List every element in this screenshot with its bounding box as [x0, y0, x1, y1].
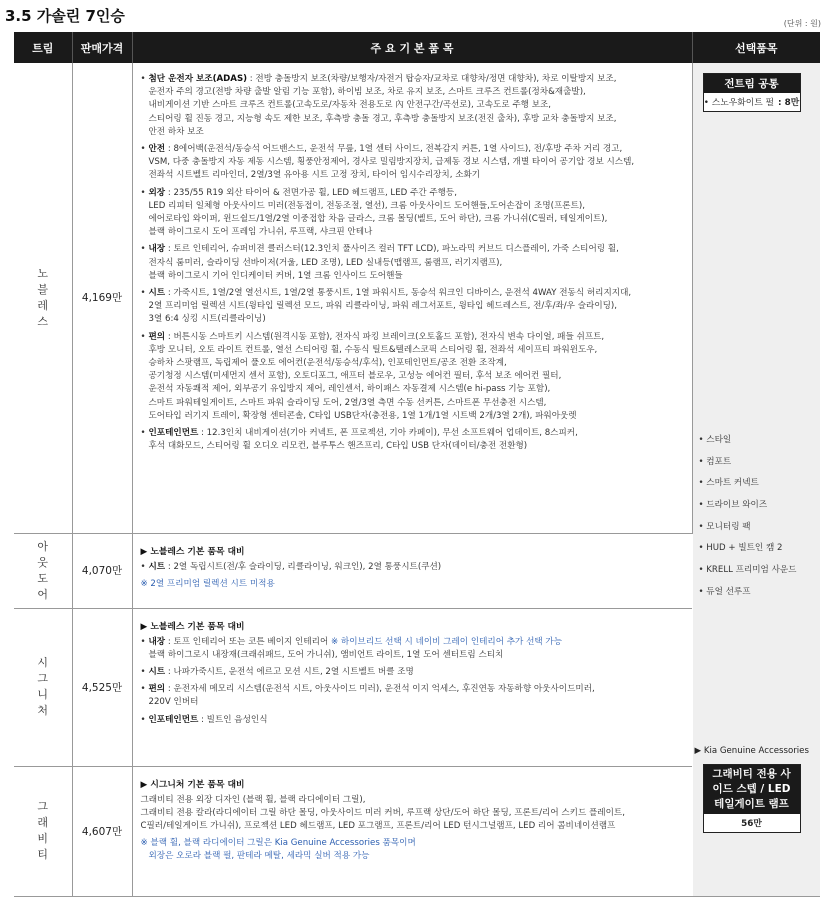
item-group-label: 인포테인먼트 — [148, 428, 199, 439]
item-group-text: : 빌트인 음성인식 — [198, 714, 268, 725]
note-block — [141, 578, 685, 591]
items-cell — [132, 63, 692, 533]
trim-name-char: 처 — [37, 704, 49, 717]
plain-line: 그래비티 전용 칼라(라디에이터 그릴 하단 몰딩, 아웃사이드 미러 커버, 루프랙 상단/도어 하단 몰딩, 프론트/리어 스키드 플레이트, — [140, 807, 625, 818]
item-group — [141, 287, 684, 327]
trim-name-cell — [14, 533, 72, 608]
trim-name-char: 비 — [37, 832, 49, 845]
items-cell — [132, 608, 692, 766]
bullet: • — [140, 331, 146, 342]
price-cell: 4,169만 — [72, 63, 132, 533]
plain-text — [141, 794, 685, 834]
note-block — [141, 837, 685, 863]
table-row — [14, 63, 820, 533]
item-group-label: 첨단 운전자 보조(ADAS) — [148, 74, 248, 84]
item-group-first-line — [141, 666, 685, 679]
item-group-label: 외장 — [148, 187, 166, 198]
header-items: 주 요 기 본 품 목 — [132, 32, 692, 63]
item-group-line: 승하차 스팟램프, 독립제어 풀오토 에어컨(운전석/동승석/후석), 인포테인먼트/공조 전환 조작계, — [148, 358, 507, 369]
item-group-first-line — [141, 243, 684, 256]
item-group — [141, 73, 684, 139]
option-package-item: • HUD + 빌트인 캠 2 — [698, 543, 783, 554]
item-group-first-line — [141, 561, 685, 574]
bullet: • — [140, 714, 146, 725]
item-group-line: 블랙 하이그로시 기어 인디케이터 커버, 1열 크롬 인사이드 도어핸들 — [148, 270, 403, 281]
item-group-line: 스티어링 휠 진동 경고, 지능형 속도 제한 보조, 후측방 충돌 경고, 후측방 충돌방지 보조(전진 출차), 후방 교차 충돌방지 보조, — [148, 113, 617, 124]
plain-line: 그래비티 전용 외장 디자인 (블랙 휠, 블랙 라디에이터 그릴), — [140, 794, 366, 805]
item-group-line: 전자식 룸미러, 슬라이딩 선바이저(거울, LED 조명), LED 실내등(맵램프, 룸램프, 러기지램프), — [148, 257, 503, 268]
bullet: • — [140, 684, 146, 695]
item-group-first-line — [141, 636, 685, 649]
item-group-text: : 12.3인치 내비게이션(기아 커넥트, 폰 프로젝션, 기아 카페이), 무선 소프트웨어 업데이트, 8스피커, — [198, 428, 578, 439]
item-group — [141, 714, 685, 727]
option-package-item: • 컴포트 — [698, 456, 732, 467]
item-group-text: : 버튼시동 스마트키 시스템(원격시동 포함), 전자식 파킹 브레이크(오토홀드 포함), 전자식 변속 다이얼, 패들 쉬프트, — [165, 331, 605, 342]
item-group-first-line — [141, 143, 684, 156]
item-group-line: 220V 인버터 — [148, 697, 199, 708]
trim-name-char: 레 — [37, 298, 49, 312]
option-package-item: • 모니터링 팩 — [698, 521, 751, 532]
page-title: 3.5 가솔린 7인승 — [5, 7, 125, 25]
item-group-line: 공기청정 시스템(미세먼지 센서 포함), 오토디포그, 애프터 블로우, 고성능 에어컨 필터, 후석 보조 에어컨 필터, — [148, 371, 562, 382]
bullet: • — [140, 187, 146, 198]
item-group — [141, 243, 684, 283]
bullet: • — [140, 144, 146, 155]
table-header-row — [14, 32, 820, 63]
trim-name-cell — [14, 766, 72, 896]
trim-name-cell — [14, 608, 72, 766]
item-group-label: 편의 — [148, 684, 166, 695]
option-package-item: • 스타일 — [698, 435, 732, 445]
item-group-line: 안전 하차 보조 — [148, 126, 204, 137]
item-group-line: 3열 6:4 싱킹 시트(리클라이닝) — [148, 314, 266, 325]
item-group-note: ※ 하이브리드 선택 시 네이비 그레이 인테리어 추가 선택 가능 — [331, 636, 563, 647]
item-group-label: 내장 — [148, 244, 166, 255]
option-package-item: • 듀얼 선루프 — [698, 586, 751, 597]
item-group-first-line — [141, 683, 685, 696]
item-group-line: VSM, 다중 충돌방지 자동 제동 시스템, 횡풍안정제어, 경사로 밀림방지장치, 급제동 경보 시스템, 개별 타이어 공기압 경보 시스템, — [148, 157, 635, 168]
trim-name-char: 스 — [37, 314, 49, 328]
item-group-first-line — [141, 331, 684, 344]
option-package-item: • 스마트 커넥트 — [698, 478, 759, 489]
item-group-line: 후방 모니터, 오토 라이트 컨트롤, 열선 스티어링 휠, 수동식 틸트&텔레스코픽 스티어링 휠, 전좌석 세이프티 파워윈도우, — [148, 344, 598, 355]
item-group-label: 시트 — [148, 666, 166, 677]
item-group — [141, 187, 684, 240]
common-option-title: 전트림 공통 — [704, 74, 800, 93]
item-group — [141, 561, 685, 574]
item-group — [141, 666, 685, 679]
common-option-box — [703, 73, 801, 112]
item-group-first-line — [141, 187, 684, 200]
item-group — [141, 683, 685, 709]
bullet: • — [140, 74, 146, 84]
item-group-line: 내비게이션 기반 스마트 크루즈 컨트롤(고속도로/자동차 전용도로 內 안전구간/곡선로), 고속도로 주행 보조, — [148, 100, 552, 111]
gravity-accessory-price: 56만 — [741, 819, 762, 829]
option-list — [699, 433, 797, 607]
item-group-line: 전좌석 시트벨트 리마인더, 2열/3열 유아용 시트 고정 장치, 타이어 임시수리장치, 소화기 — [148, 170, 481, 181]
item-group-first-line — [141, 287, 684, 300]
item-group-line: 블랙 하이그로시 도어 프레임 가니쉬, 루프랙, 샤크핀 안테나 — [148, 227, 373, 238]
unit-label: (단위 : 원) — [783, 19, 821, 28]
trim-name-char: 블 — [37, 282, 49, 296]
bullet: • — [140, 561, 146, 572]
options-cell — [692, 63, 820, 896]
item-group-line: 스마트 파워테일게이트, 스마트 파워 슬라이딩 도어, 2열/3열 측면 수동 선커튼, 스마트폰 무선충전 시스템, — [148, 397, 547, 408]
item-group-label: 시트 — [148, 288, 166, 299]
note-line: ※ 블랙 휠, 블랙 라디에이터 그릴은 Kia Genuine Accessories 품목이며 — [140, 838, 416, 849]
item-group-label: 인포테인먼트 — [148, 714, 199, 725]
header-options: 선택품목 — [692, 32, 820, 63]
item-group-text: : 토르 인테리어, 슈퍼비젼 클러스터(12.3인치 풀사이즈 컬러 TFT LCD), 파노라믹 커브드 디스플레이, 가죽 스티어링 휠, — [165, 244, 619, 255]
note-line: ※ 2열 프리미엄 릴렉션 시트 미적용 — [140, 578, 275, 589]
option-package-item: • 드라이브 와이즈 — [698, 500, 768, 511]
item-group-line: 운전자 주의 경고(전방 차량 출발 알림 기능 포함), 하이빔 보조, 차로 유지 보조, 스마트 크루즈 컨트롤(정차&재출발), — [148, 87, 586, 98]
plain-line: C필러/테일게이트 가니쉬), 프로젝션 LED 헤드램프, LED 포그램프, 프론트/리어 LED 턴시그널램프, LED 리어 콤비네이션램프 — [140, 820, 616, 831]
item-group-first-line — [141, 427, 684, 440]
item-group-label: 안전 — [148, 144, 166, 155]
item-group-text: : 8에어백(운전석/동승석 어드밴스드, 운전석 무릎, 1열 센터 사이드, 전복감지 커튼, 1열 사이드), 전/후방 주차 거리 경고, — [165, 144, 623, 155]
item-group-label: 시트 — [148, 561, 166, 572]
item-group-text: : 가죽시트, 1열/2열 열선시트, 1열/2열 통풍시트, 1열 파워시트, 동승석 워크인 디바이스, 운전석 4WAY 전동식 허리지지대, — [165, 288, 632, 299]
gravity-accessory-title: 그래비티 전용 사이드 스텝 / LED 테일게이트 램프 — [704, 765, 800, 814]
item-group-first-line — [141, 73, 684, 86]
price-cell: 4,607만 — [72, 766, 132, 896]
trim-name-char: 래 — [37, 816, 49, 829]
item-group-label: 편의 — [148, 331, 166, 342]
trim-name-char: 도 — [37, 571, 49, 585]
compare-heading: ▶ 노블레스 기본 품목 대비 — [140, 546, 245, 557]
price-cell: 4,070만 — [72, 533, 132, 608]
price-cell: 4,525만 — [72, 608, 132, 766]
items-cell — [132, 533, 692, 608]
bullet: • — [140, 636, 146, 647]
trim-name-char: 어 — [37, 587, 49, 601]
common-option-name: • 스노우화이트 펄 — [703, 98, 775, 108]
item-group — [141, 331, 684, 423]
items-cell — [132, 766, 692, 896]
bullet: • — [140, 428, 146, 439]
item-group-text: : 전방 충돌방지 보조(차량/보행자/자전거 탑승자/교차로 대향차/정면 대향차), 차로 이탈방지 보조, — [247, 74, 617, 84]
common-option-price: : 8만 — [778, 98, 800, 108]
item-group — [141, 143, 684, 183]
item-group-line: LED 리피터 일체형 아웃사이드 미러(전동접이, 전동조절, 열선), 크롬 아웃사이드 도어핸들,도어손잡이 조명(프론트), — [148, 200, 585, 211]
trim-name-char: 시 — [37, 656, 49, 669]
bullet: • — [140, 288, 146, 299]
item-group-label: 내장 — [148, 636, 166, 647]
header-trim: 트림 — [14, 32, 72, 63]
item-group-text: : 2열 독립시트(전/후 슬라이딩, 리클라이닝, 워크인), 2열 통풍시트(쿠션) — [165, 561, 442, 572]
trim-name-char: 니 — [37, 688, 49, 701]
item-group-line: 후석 대화모드, 스티어링 휠 오디오 리모컨, 블루투스 핸즈프리, C타입 USB 단자(데이터/충전 전환형) — [148, 441, 528, 452]
trim-name-char: 웃 — [37, 555, 49, 569]
common-option-item — [704, 93, 800, 111]
item-group-line: 2열 프리미엄 릴렉션 시트(윙타입 릴렉션 모드, 파워 리클라이닝, 파워 레그서포트, 윙타입 헤드레스트, 전/후/좌/우 슬라이딩), — [148, 301, 618, 312]
trim-name-char: 노 — [37, 266, 49, 280]
option-package-item: • KRELL 프리미엄 사운드 — [698, 565, 797, 576]
trim-name-char: 티 — [37, 848, 49, 861]
item-group-line: 운전석 자동쾌적 제어, 외부공기 유입방지 제어, 레인센서, 하이패스 자동결제 시스템(e hi-pass 기능 포함), — [148, 384, 551, 395]
note-line: 외장은 오로라 블랙 펄, 판테라 메탈, 세라믹 실버 적용 가능 — [148, 851, 370, 862]
price-table — [14, 32, 820, 897]
kia-accessories-label: ▶ Kia Genuine Accessories — [694, 746, 809, 756]
item-group — [141, 427, 684, 453]
item-group-line: 도어타입 러기지 트레이, 확장형 센터콘솔, C타입 USB단자(충전용, 1열 1개/1열 시트백 2개/3열 2개), 파워아웃렛 — [148, 410, 577, 421]
item-group-text: : 토프 인테리어 또는 코튼 베이지 인테리어 — [165, 636, 331, 647]
compare-heading: ▶ 시그니처 기본 품목 대비 — [140, 779, 245, 790]
bullet: • — [140, 666, 146, 677]
trim-name-cell — [14, 63, 72, 533]
bullet: • — [140, 244, 146, 255]
trim-name-char: 그 — [37, 672, 49, 685]
header-price: 판매가격 — [72, 32, 132, 63]
trim-name-char: 그 — [37, 800, 49, 813]
item-group-text: : 운전자세 메모리 시스템(운전석 시트, 아웃사이드 미러), 운전석 이지 억세스, 후진연동 자동하향 아웃사이드미러, — [165, 684, 595, 695]
compare-heading: ▶ 노블레스 기본 품목 대비 — [140, 621, 245, 632]
item-group-line: 에어로타입 와이퍼, 윈드쉴드/1열/2열 이중접합 차음 글라스, 크롬 몰딩(벨트, 도어 하단), 크롬 가니쉬(C필러, 테일게이트), — [148, 214, 608, 225]
trim-name-char: 아 — [37, 539, 49, 553]
item-group-text: : 235/55 R19 외산 타이어 & 전면가공 휠, LED 헤드램프, LED 주간 주행등, — [165, 187, 457, 198]
item-group-text: : 나파가죽시트, 운전석 에르고 모션 시트, 2열 시트벨트 버클 조명 — [165, 666, 414, 677]
item-group — [141, 636, 685, 662]
item-group-first-line — [141, 714, 685, 727]
gravity-accessory-box — [703, 764, 801, 833]
item-group-line: 블랙 하이그로시 내장재(크래쉬패드, 도어 가니쉬), 앰비언트 라이트, 1열 도어 센터트림 스티치 — [148, 649, 504, 660]
